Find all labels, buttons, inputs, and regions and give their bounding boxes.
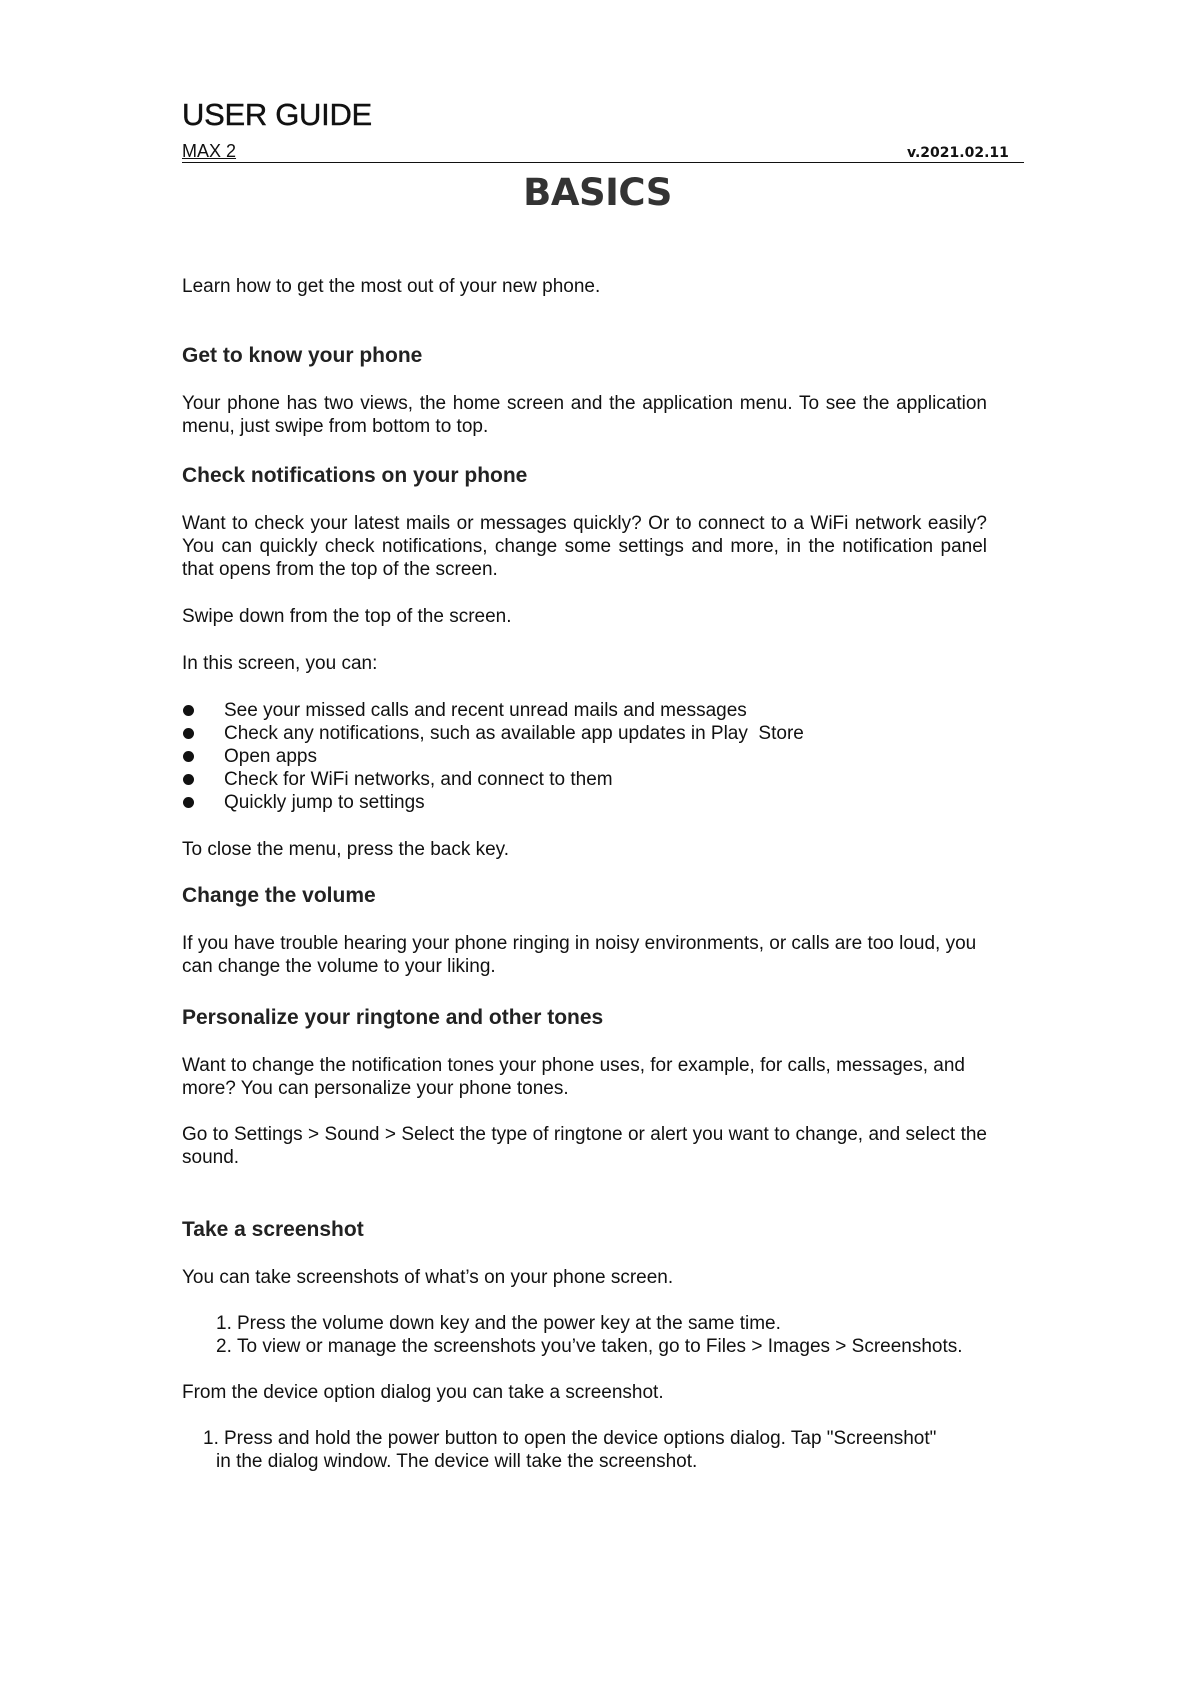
- screen-capabilities-lead: In this screen, you can:: [182, 653, 378, 674]
- heading-notifications: Check notifications on your phone: [182, 464, 528, 487]
- page-title: BASICS: [523, 171, 672, 214]
- ringtone-paragraph: Want to change the notification tones your phone uses, for example, for calls, messages, and more? You can personalize your phone tones.: [182, 1055, 965, 1099]
- document-header-title: USER GUIDE: [182, 97, 372, 132]
- list-item: 1. Press and hold the power button to open the device options dialog. Tap "Screenshot": [203, 1428, 937, 1449]
- dialog-screenshot-step: [203, 1427, 936, 1473]
- heading-volume: Change the volume: [182, 884, 376, 907]
- bullet-icon: [183, 705, 194, 716]
- heading-know-phone: Get to know your phone: [182, 344, 423, 367]
- heading-ringtone: Personalize your ringtone and other tones: [182, 1006, 604, 1029]
- list-item: 2. To view or manage the screenshots you’ve taken, go to Files > Images > Screenshots.: [216, 1336, 963, 1357]
- list-item: Quickly jump to settings: [182, 791, 804, 814]
- list-item: Open apps: [182, 745, 804, 768]
- device-model: MAX 2: [182, 141, 237, 161]
- list-item: Check any notifications, such as available app updates in Play Store: [182, 722, 804, 745]
- notifications-paragraph: Want to check your latest mails or messages quickly? Or to connect to a WiFi network easily? You can quickly check notifications, change some settings and more, in the notification panel that opens from the top of the screen.: [182, 513, 987, 580]
- volume-paragraph: If you have trouble hearing your phone ringing in noisy environments, or calls are too loud, you can change the volume to your liking.: [182, 933, 977, 977]
- swipe-instruction: Swipe down from the top of the screen.: [182, 606, 512, 627]
- dialog-screenshot-intro: From the device option dialog you can take a screenshot.: [182, 1382, 664, 1403]
- notification-features-list: [182, 699, 804, 814]
- header-divider: [182, 162, 1024, 163]
- bullet-icon: [183, 728, 194, 739]
- list-item: 1. Press the volume down key and the power key at the same time.: [216, 1313, 781, 1334]
- know-phone-paragraph: Your phone has two views, the home screen and the application menu. To see the application menu, just swipe from bottom to top.: [182, 393, 987, 437]
- bullet-icon: [183, 774, 194, 785]
- bullet-icon: [183, 751, 194, 762]
- screenshot-intro: You can take screenshots of what’s on your phone screen.: [182, 1267, 674, 1288]
- ringtone-steps: Go to Settings > Sound > Select the type of ringtone or alert you want to change, and select the sound.: [182, 1124, 987, 1168]
- bullet-icon: [183, 797, 194, 808]
- list-item: See your missed calls and recent unread mails and messages: [182, 699, 804, 722]
- document-version: v.2021.02.11: [907, 145, 1009, 161]
- list-item: Check for WiFi networks, and connect to them: [182, 768, 804, 791]
- close-menu-instruction: To close the menu, press the back key.: [182, 839, 510, 860]
- list-item-continuation: in the dialog window. The device will take the screenshot.: [216, 1451, 698, 1472]
- intro-paragraph: Learn how to get the most out of your new phone.: [182, 276, 601, 297]
- screenshot-steps-list: [216, 1312, 963, 1358]
- heading-screenshot: Take a screenshot: [182, 1218, 364, 1241]
